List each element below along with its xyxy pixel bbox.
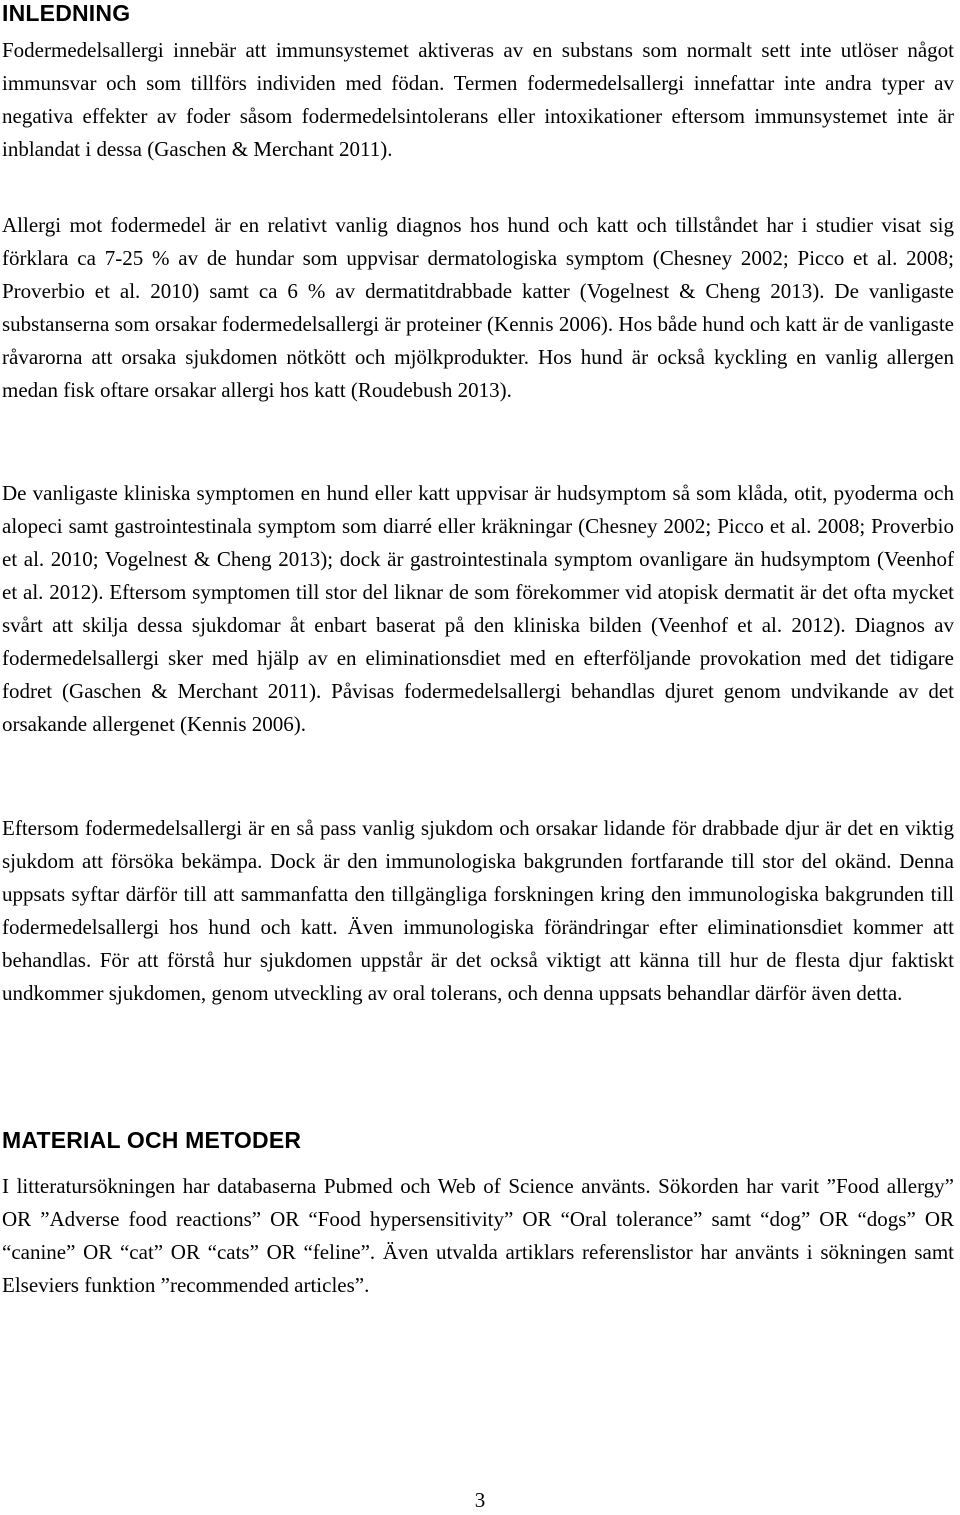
section-heading-introduction: INLEDNING <box>2 0 131 26</box>
paragraph-prevalence: Allergi mot fodermedel är en relativt vanlig diagnos hos hund och katt och tillståndet har i studier visat sig förklara ca 7-25 % av de hundar som uppvisar dermatologiska symptom (Chesney 2002; Picco et al. 2008; Proverbio et al. 2010) samt ca 6 % av dermatitdrabbade katter (Vogelnest & Cheng 2013). De vanligaste substanserna som orsakar fodermedelsallergi är proteiner (Kennis 2006). Hos både hund och katt är de vanligaste råvarorna att orsaka sjukdomen nötkött och mjölkprodukter. Hos hund är också kyckling en vanlig allergen medan fisk oftare orsakar allergi hos katt (Roudebush 2013). <box>2 213 954 402</box>
paragraph-symptoms: De vanligaste kliniska symptomen en hund eller katt uppvisar är hudsymptom så som klåda, otit, pyoderma och alopeci samt gastrointestinala symptom som diarré eller kräkningar (Chesney 2002; Picco et al. 2008; Proverbio et al. 2010; Vogelnest & Cheng 2013); dock är gastrointestinala symptom ovanligare än hudsymptom (Veenhof et al. 2012). Eftersom symptomen till stor del liknar de som förekommer vid atopisk dermatit är det ofta mycket svårt att skilja dessa sjukdomar åt enbart baserat på den kliniska bilden (Veenhof et al. 2012). Diagnos av fodermedelsallergi sker med hjälp av en eliminationsdiet med en efterföljande provokation med det tidigare fodret (Gaschen & Merchant 2011). Påvisas fodermedelsallergi behandlas djuret genom undvikande av det orsakande allergenet (Kennis 2006). <box>2 481 954 736</box>
paragraph-definition: Fodermedelsallergi innebär att immunsystemet aktiveras av en substans som normalt sett inte utlöser något immunsvar och som tillförs individen med födan. Termen fodermedelsallergi innefattar inte andra typer av negativa effekter av foder såsom fodermedelsintolerans eller intoxikationer eftersom immunsystemet inte är inblandat i dessa (Gaschen & Merchant 2011). <box>2 38 954 161</box>
paragraph-methods: I litteratursökningen har databaserna Pubmed och Web of Science använts. Sökorden har varit ”Food allergy” OR ”Adverse food reactions” OR “Food hypersensitivity” OR “Oral tolerance” samt “dog” OR “dogs” OR “canine” OR “cat” OR “cats” OR “feline”. Även utvalda artiklars referenslistor har använts i sökningen samt Elseviers funktion ”recommended articles”. <box>2 1174 954 1297</box>
page-number: 3 <box>474 1488 486 1512</box>
section-heading-methods: MATERIAL OCH METODER <box>2 1127 302 1153</box>
paragraph-aim: Eftersom fodermedelsallergi är en så pass vanlig sjukdom och orsakar lidande för drabbade djur är det en viktig sjukdom att försöka bekämpa. Dock är den immunologiska bakgrunden fortfarande till stor del okänd. Denna uppsats syftar därför till att sammanfatta den tillgängliga forskningen kring den immunologiska bakgrunden till fodermedelsallergi hos hund och katt. Även immunologiska förändringar efter eliminationsdiet kommer att behandlas. För att förstå hur sjukdomen uppstår är det också viktigt att känna till hur de flesta djur faktiskt undkommer sjukdomen, genom utveckling av oral tolerans, och denna uppsats behandlar därför även detta. <box>2 816 954 1005</box>
